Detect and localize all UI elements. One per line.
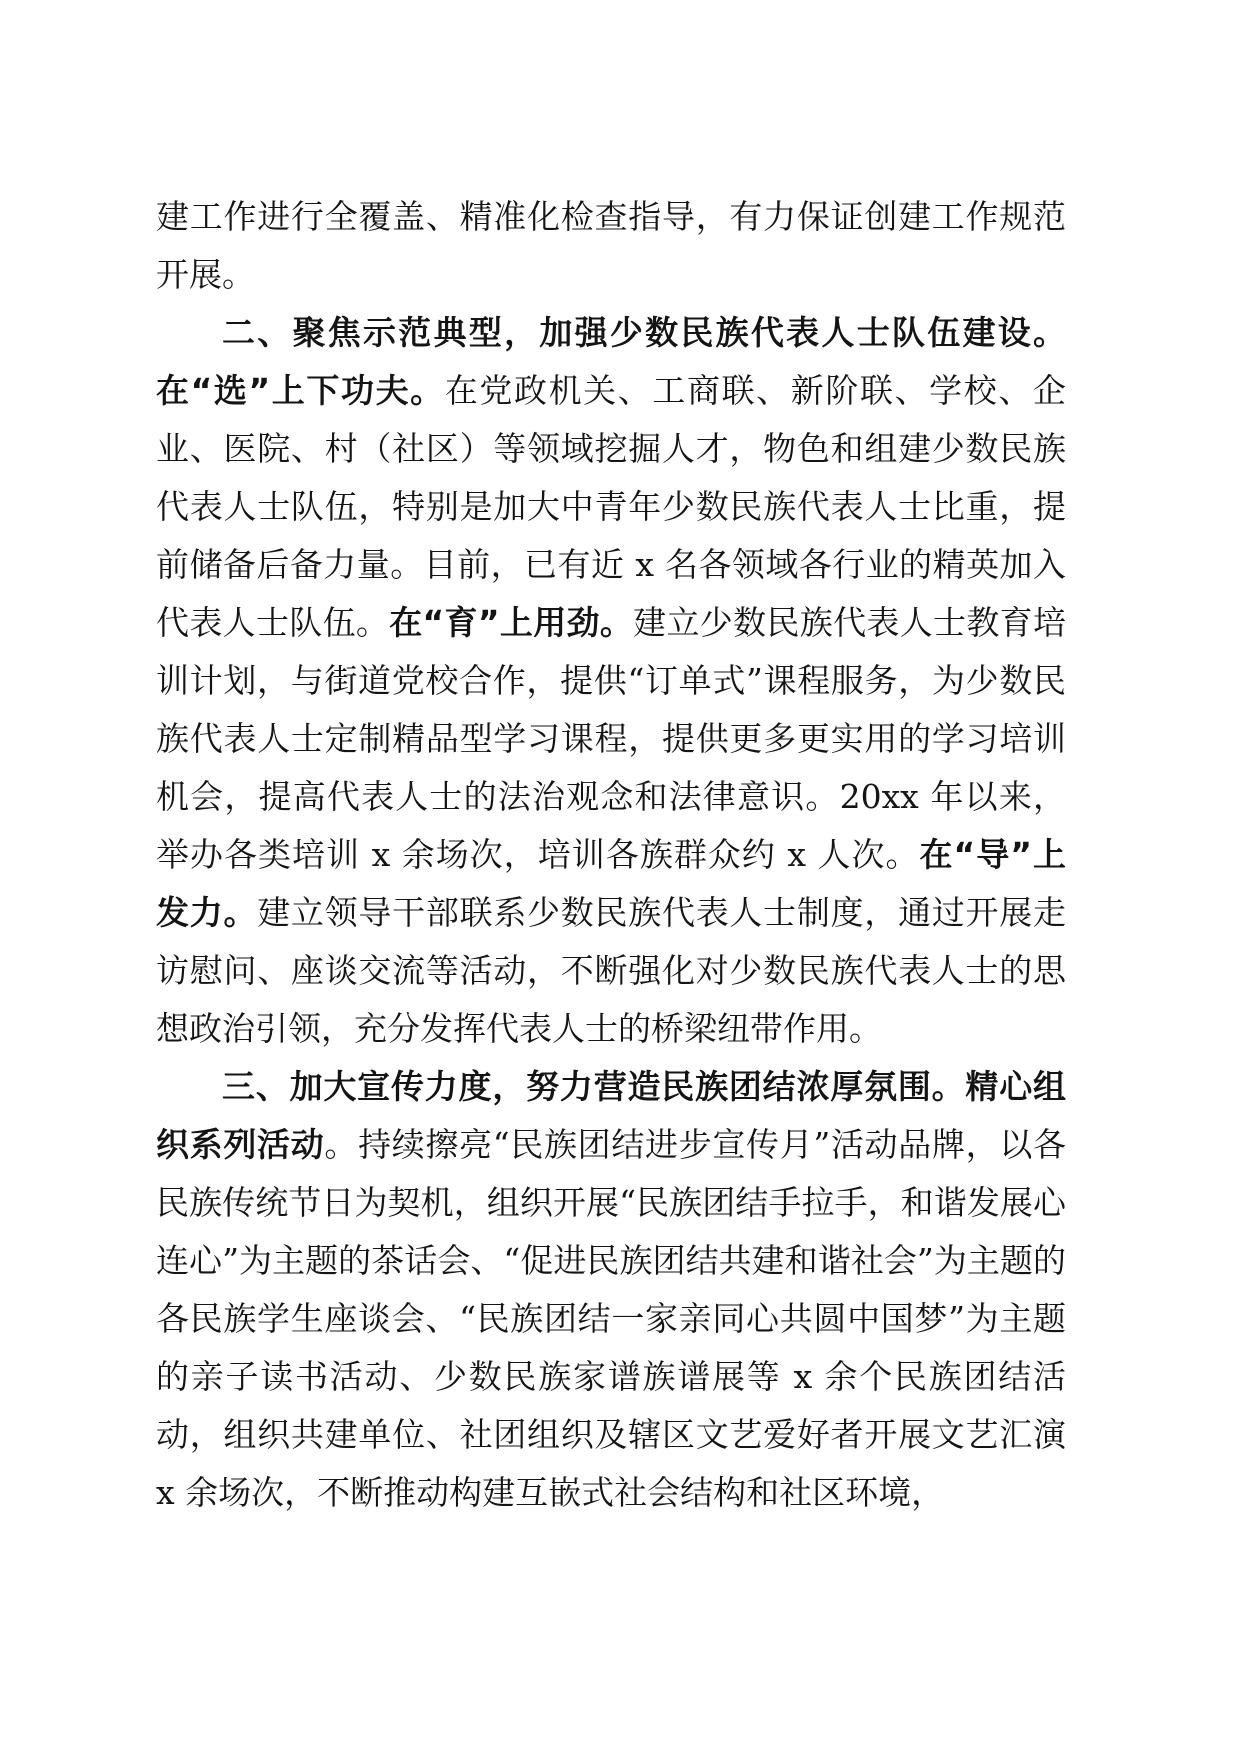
section-three-heading: 三、加大宣传力度，努力营造民族团结浓厚氛围。精心组织系列活动 bbox=[156, 1067, 1066, 1164]
paragraph-text: 建工作进行全覆盖、精准化检查指导，有力保证创建工作规范开展。 bbox=[156, 197, 1066, 294]
subheading-cultivate: 在“育”上用劲。 bbox=[389, 603, 634, 642]
subheading-guide: 在“导”上发力。 bbox=[156, 835, 1066, 932]
paragraph-section-two bbox=[156, 304, 1066, 1058]
paragraph-continuation bbox=[156, 188, 1066, 304]
section-two-heading: 二、聚焦示范典型，加强少数民族代表人士队伍建设。在“选”上下功夫。 bbox=[156, 313, 1066, 410]
paragraph-text: 。持续擦亮“民族团结进步宣传月”活动品牌，以各民族传统节日为契机，组织开展“民族团结手拉手，和谐发展心连心”为主题的茶话会、“促进民族团结共建和谐社会”为主题的各民族学生座谈会、“民族团结一家亲同心共圆中国梦”为主题的亲子读书活动、少数民族家谱族谱展等 x 余个民族团结活动，组织共建单位、社团组织及辖区文艺爱好者开展文艺汇演 x 余场次，不断推动构建互嵌式社会结构和社区环境， bbox=[156, 1125, 1067, 1512]
paragraph-text: 在党政机关、工商联、新阶联、学校、企业、医院、村（社区）等领域挖掘人才，物色和组建少数民族代表人士队伍，特别是加大中青年少数民族代表人士比重，提前储备后备力量。目前，已有近 x 名各领域各行业的精英加入代表人士队伍。 bbox=[156, 371, 1066, 642]
paragraph-section-three bbox=[156, 1058, 1066, 1522]
paragraph-text: 建立少数民族代表人士教育培训计划，与街道党校合作，提供“订单式”课程服务，为少数民族代表人士定制精品型学习课程，提供更多更实用的学习培训机会，提高代表人士的法治观念和法律意识。20xx 年以来，举办各类培训 x 余场次，培训各族群众约 x 人次。 bbox=[156, 603, 1066, 874]
document-body bbox=[156, 188, 1066, 1522]
paragraph-text: 建立领导干部联系少数民族代表人士制度，通过开展走访慰问、座谈交流等活动，不断强化对少数民族代表人士的思想政治引领，充分发挥代表人士的桥梁纽带作用。 bbox=[156, 893, 1067, 1048]
